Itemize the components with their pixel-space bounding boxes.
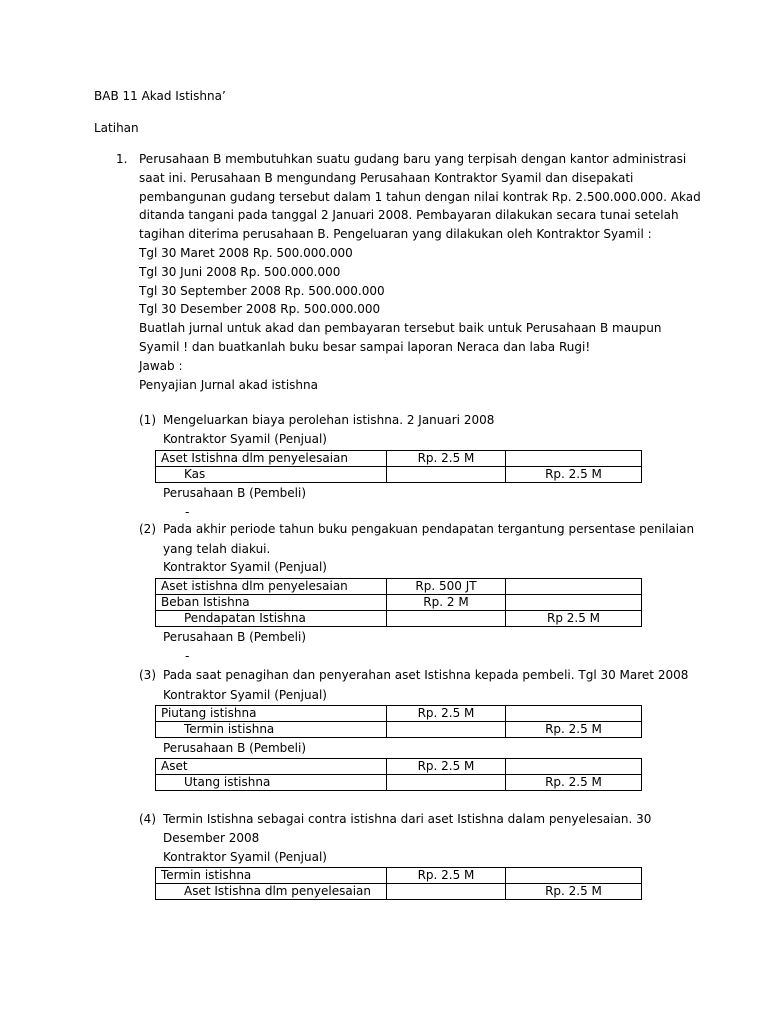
credit-cell (506, 579, 642, 595)
buyer-empty-dash: - (185, 649, 190, 663)
table-row (156, 759, 642, 775)
step-description: Pada akhir periode tahun buku pengakuan pendapatan tergantung persentase penilaian (163, 522, 695, 536)
debit-cell (387, 611, 506, 627)
table-row (156, 884, 642, 900)
section-heading: Latihan (94, 121, 139, 135)
journal-table-seller (155, 705, 642, 738)
table-row (156, 722, 642, 738)
credit-cell: Rp. 2.5 M (506, 467, 642, 483)
debit-cell (387, 775, 506, 791)
step-number: (3) (139, 668, 156, 682)
debit-cell: Rp. 2.5 M (387, 759, 506, 775)
credit-cell (506, 595, 642, 611)
account-cell: Pendapatan Istishna (156, 611, 387, 627)
debit-cell (387, 722, 506, 738)
debit-cell (387, 467, 506, 483)
credit-cell (506, 868, 642, 884)
buyer-label: Perusahaan B (Pembeli) (163, 741, 307, 755)
step-number: (2) (139, 522, 156, 536)
question-line: Tgl 30 Maret 2008 Rp. 500.000.000 (139, 245, 353, 260)
debit-cell: Rp. 2.5 M (387, 868, 506, 884)
debit-cell: Rp. 2.5 M (387, 451, 506, 467)
buyer-label: Perusahaan B (Pembeli) (163, 486, 307, 500)
journal-table-seller (155, 867, 642, 900)
step-number: (4) (139, 812, 156, 826)
table-row (156, 451, 642, 467)
credit-cell (506, 706, 642, 722)
account-cell: Kas (156, 467, 387, 483)
debit-cell: Rp. 2 M (387, 595, 506, 611)
credit-cell (506, 759, 642, 775)
question-line: Penyajian Jurnal akad istishna (139, 377, 318, 392)
seller-label: Kontraktor Syamil (Penjual) (163, 432, 327, 446)
step-description: yang telah diakui. (163, 542, 271, 556)
table-row (156, 775, 642, 791)
account-cell: Aset (156, 759, 387, 775)
account-cell: Termin istishna (156, 868, 387, 884)
debit-cell: Rp. 2.5 M (387, 706, 506, 722)
account-cell: Utang istishna (156, 775, 387, 791)
question-line: ditanda tangani pada tanggal 2 Januari 2008. Pembayaran dilakukan secara tunai setelah (139, 208, 679, 223)
seller-label: Kontraktor Syamil (Penjual) (163, 560, 327, 574)
question-number: 1. (116, 152, 128, 166)
step-description: Pada saat penagihan dan penyerahan aset Istishna kepada pembeli. Tgl 30 Maret 2008 (163, 668, 689, 682)
step-description: Mengeluarkan biaya perolehan istishna. 2 Januari 2008 (163, 413, 495, 427)
table-row (156, 467, 642, 483)
document-title: BAB 11 Akad Istishna’ (94, 89, 226, 103)
question-line: saat ini. Perusahaan B mengundang Perusahaan Kontraktor Syamil dan disepakati (139, 170, 634, 185)
account-cell: Beban Istishna (156, 595, 387, 611)
account-cell: Piutang istishna (156, 706, 387, 722)
question-line: Syamil ! dan buatkanlah buku besar sampai laporan Neraca dan laba Rugi! (139, 339, 591, 354)
account-cell: Aset Istishna dlm penyelesaian (156, 884, 387, 900)
question-line: Tgl 30 Juni 2008 Rp. 500.000.000 (139, 264, 341, 279)
table-row (156, 579, 642, 595)
step-description: Desember 2008 (163, 831, 260, 845)
credit-cell: Rp 2.5 M (506, 611, 642, 627)
debit-cell: Rp. 500 JT (387, 579, 506, 595)
question-line: tagihan diterima perusahaan B. Pengeluaran yang dilakukan oleh Kontraktor Syamil : (139, 227, 652, 242)
account-cell: Termin istishna (156, 722, 387, 738)
seller-label: Kontraktor Syamil (Penjual) (163, 688, 327, 702)
credit-cell: Rp. 2.5 M (506, 722, 642, 738)
question-text (139, 150, 699, 394)
credit-cell: Rp. 2.5 M (506, 775, 642, 791)
question-line: Tgl 30 September 2008 Rp. 500.000.000 (139, 283, 385, 298)
question-line: Buatlah jurnal untuk akad dan pembayaran tersebut baik untuk Perusahaan B maupun (139, 321, 662, 336)
account-cell: Aset istishna dlm penyelesaian (156, 579, 387, 595)
credit-cell (506, 451, 642, 467)
table-row (156, 611, 642, 627)
table-row (156, 868, 642, 884)
step-description: Termin Istishna sebagai contra istishna dari aset Istishna dalam penyelesaian. 30 (163, 812, 652, 826)
seller-label: Kontraktor Syamil (Penjual) (163, 850, 327, 864)
question-line: pembangunan gudang tersebut dalam 1 tahun dengan nilai kontrak Rp. 2.500.000.000. Akad (139, 189, 701, 204)
question-line: Perusahaan B membutuhkan suatu gudang baru yang terpisah dengan kantor administrasi (139, 152, 687, 166)
buyer-label: Perusahaan B (Pembeli) (163, 630, 307, 644)
credit-cell: Rp. 2.5 M (506, 884, 642, 900)
step-number: (1) (139, 413, 156, 427)
table-row (156, 595, 642, 611)
journal-table-seller (155, 578, 642, 627)
account-cell: Aset Istishna dlm penyelesaian (156, 451, 387, 467)
question-line: Jawab : (139, 358, 183, 373)
question-line: Tgl 30 Desember 2008 Rp. 500.000.000 (139, 302, 381, 317)
table-row (156, 706, 642, 722)
buyer-empty-dash: - (185, 505, 190, 519)
journal-table-buyer (155, 758, 642, 791)
debit-cell (387, 884, 506, 900)
journal-table-seller (155, 450, 642, 483)
